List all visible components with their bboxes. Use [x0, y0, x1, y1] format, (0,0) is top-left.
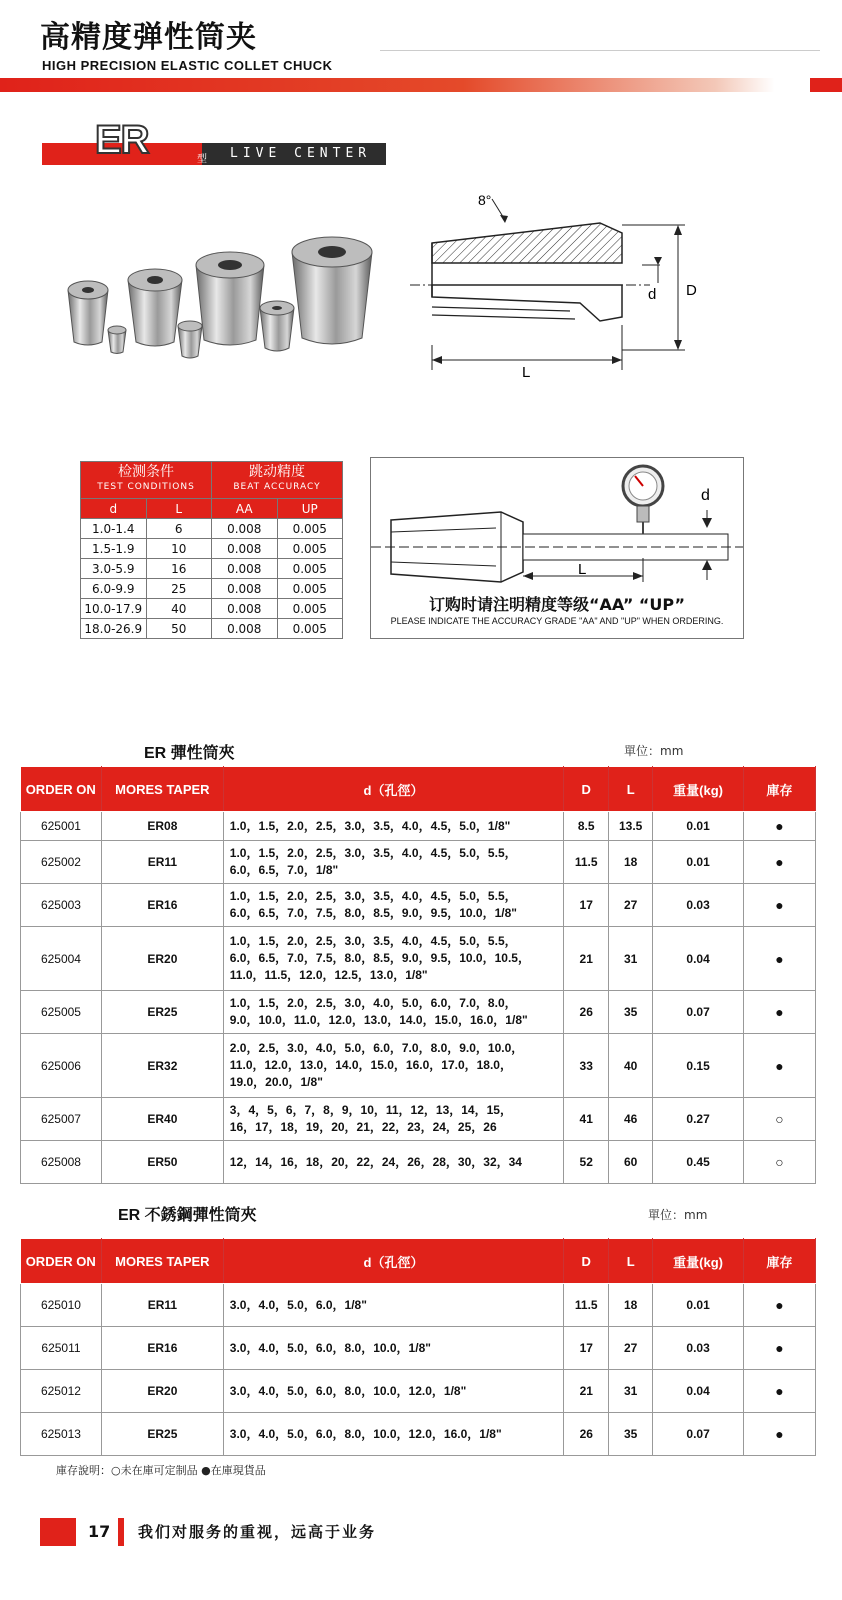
test-cell: 6.0-9.9	[81, 579, 147, 599]
order-number: 625004	[21, 927, 102, 991]
col-header: MORES TAPER	[101, 767, 223, 812]
bore-sizes	[223, 884, 563, 927]
bore-size-line: 3.0，4.0，5.0，6.0，8.0，10.0，12.0，1/8"	[229, 1383, 467, 1398]
bore-size-line: 19.0，20.0，1/8"	[229, 1075, 323, 1089]
test-cell: 6	[146, 519, 212, 539]
outer-diameter: 26	[564, 991, 609, 1034]
angle-label: 8°	[478, 192, 492, 208]
test-cell: 50	[146, 619, 212, 639]
test-cell: 0.005	[277, 619, 343, 639]
table-row	[21, 927, 816, 991]
stock-indicator: ●	[744, 1327, 816, 1370]
weight: 0.45	[653, 1141, 744, 1184]
col-header: D	[564, 767, 609, 812]
table-row	[21, 1413, 816, 1456]
col-header: D	[564, 1239, 609, 1284]
weight: 0.04	[653, 927, 744, 991]
weight: 0.27	[653, 1098, 744, 1141]
test-cell: 0.008	[212, 619, 278, 639]
col-header: MORES TAPER	[101, 1239, 223, 1284]
col-header: ORDER ON	[21, 767, 102, 812]
order-note-en: PLEASE INDICATE THE ACCURACY GRADE "AA" AND "UP" WHEN ORDERING.	[390, 616, 724, 626]
taper-model: ER11	[101, 1284, 223, 1327]
bore-size-line: 9.0，10.0，11.0，12.0，13.0，14.0，15.0，16.0，1/8"	[229, 1013, 528, 1027]
page-subtitle: HIGH PRECISION ELASTIC COLLET CHUCK	[42, 58, 333, 73]
bore-sizes	[223, 1327, 563, 1370]
test-cell: 0.008	[212, 599, 278, 619]
bore-sizes	[223, 1284, 563, 1327]
bore-size-line: 1.0，1.5，2.0，2.5，3.0，3.5，4.0，4.5，5.0，5.5，	[229, 889, 517, 903]
test-conditions-header: 检测条件 TEST CONDITIONS	[81, 462, 212, 499]
test-conditions-table	[80, 461, 343, 639]
table-header-row	[21, 767, 816, 812]
collet-2	[108, 326, 126, 354]
order-number: 625012	[21, 1370, 102, 1413]
test-row	[81, 559, 343, 579]
page-title: 高精度弹性筒夹	[40, 20, 257, 55]
order-number: 625011	[21, 1327, 102, 1370]
bore-size-line: 1.0，1.5，2.0，2.5，3.0，4.0，5.0，6.0，7.0，8.0，	[229, 996, 517, 1010]
test-cell: 0.005	[277, 579, 343, 599]
weight: 0.01	[653, 1284, 744, 1327]
weight: 0.07	[653, 1413, 744, 1456]
er-collet-table	[20, 766, 816, 1184]
bore-sizes	[223, 927, 563, 991]
table-row	[21, 841, 816, 884]
test-cell: 3.0-5.9	[81, 559, 147, 579]
col-header: 庫存	[744, 1239, 816, 1284]
section1-title: ER 彈性筒夾	[144, 745, 235, 762]
bore-size-line: 11.0，11.5，12.0，12.5，13.0，1/8"	[229, 968, 428, 982]
test-cell: 0.005	[277, 559, 343, 579]
test-cell: 1.0-1.4	[81, 519, 147, 539]
test-cell: 0.005	[277, 539, 343, 559]
length: 13.5	[609, 812, 653, 841]
stock-indicator: ●	[744, 1370, 816, 1413]
table-row	[21, 1034, 816, 1098]
footer-divider	[118, 1518, 124, 1546]
stock-indicator: ●	[744, 841, 816, 884]
table-row	[21, 884, 816, 927]
bore-size-line: 11.0，12.0，13.0，14.0，15.0，16.0，17.0，18.0，	[229, 1058, 512, 1072]
er-stainless-collet-table	[20, 1238, 816, 1456]
taper-model: ER20	[101, 1370, 223, 1413]
test-cell: 1.5-1.9	[81, 539, 147, 559]
collet-4	[178, 321, 202, 358]
bore-size-line: 3.0，4.0，5.0，6.0，8.0，10.0，12.0，16.0，1/8"	[229, 1426, 502, 1441]
col-header: L	[609, 1239, 653, 1284]
section2-unit: 單位：mm	[648, 1208, 708, 1222]
order-number: 625005	[21, 991, 102, 1034]
table-row	[21, 1370, 816, 1413]
bore-size-line: 2.0，2.5，3.0，4.0，5.0，6.0，7.0，8.0，9.0，10.0，	[229, 1041, 524, 1055]
bore-size-line: 6.0，6.5，7.0，7.5，8.0，8.5，9.0，9.5，10.0，10.5，	[229, 951, 530, 965]
bore-size-line: 3，4，5，6，7，8，9，10，11，12，13，14，15，	[229, 1103, 512, 1117]
length: 40	[609, 1034, 653, 1098]
length: 18	[609, 1284, 653, 1327]
weight: 0.01	[653, 812, 744, 841]
stock-indicator: ●	[744, 1413, 816, 1456]
gauge-L-label: L	[578, 561, 587, 578]
col-header: d（孔徑）	[223, 1239, 563, 1284]
order-number: 625006	[21, 1034, 102, 1098]
test-cell: 0.005	[277, 519, 343, 539]
test-row	[81, 519, 343, 539]
length: 35	[609, 1413, 653, 1456]
taper-model: ER20	[101, 927, 223, 991]
test-cell: 0.008	[212, 519, 278, 539]
test-cell: 16	[146, 559, 212, 579]
taper-model: ER40	[101, 1098, 223, 1141]
test-row	[81, 539, 343, 559]
outer-diameter: 11.5	[564, 841, 609, 884]
length: 31	[609, 927, 653, 991]
collet-5	[196, 252, 264, 345]
taper-model: ER50	[101, 1141, 223, 1184]
weight: 0.04	[653, 1370, 744, 1413]
test-row	[81, 619, 343, 639]
bore-sizes	[223, 1413, 563, 1456]
runout-test-diagram	[370, 457, 744, 639]
col-header: L	[609, 767, 653, 812]
test-cell: 0.008	[212, 579, 278, 599]
outer-diameter: 17	[564, 1327, 609, 1370]
section2-title: ER 不銹鋼彈性筒夾	[118, 1207, 257, 1224]
bore-size-line: 3.0，4.0，5.0，6.0，1/8"	[229, 1297, 367, 1312]
bore-size-line: 12，14，16，18，20，22，24，26，28，30，32，34	[229, 1154, 522, 1169]
dim-L-label: L	[522, 364, 531, 381]
col-header: ORDER ON	[21, 1239, 102, 1284]
bore-sizes	[223, 991, 563, 1034]
beat-accuracy-header: 跳动精度 BEAT ACCURACY	[212, 462, 343, 499]
footer-slogan: 我们对服务的重视，远高于业务	[138, 1523, 377, 1541]
stock-indicator: ●	[744, 991, 816, 1034]
gauge-d-label: d	[701, 487, 710, 504]
test-cell: 0.005	[277, 599, 343, 619]
length: 60	[609, 1141, 653, 1184]
taper-model: ER25	[101, 1413, 223, 1456]
order-number: 625007	[21, 1098, 102, 1141]
length: 18	[609, 841, 653, 884]
table-header-row	[21, 1239, 816, 1284]
table-row	[21, 812, 816, 841]
table-row	[21, 1141, 816, 1184]
weight: 0.07	[653, 991, 744, 1034]
er-logo-text: ER	[95, 118, 149, 162]
header-red-bar-end	[810, 78, 842, 92]
stock-note: 庫存說明：○未在庫可定制品 ●在庫現貨品	[56, 1464, 266, 1477]
dim-D-label: D	[686, 282, 697, 299]
order-number: 625002	[21, 841, 102, 884]
test-cell: 25	[146, 579, 212, 599]
table-row	[21, 1098, 816, 1141]
col-header: 重量(kg)	[653, 1239, 744, 1284]
taper-model: ER08	[101, 812, 223, 841]
outer-diameter: 21	[564, 1370, 609, 1413]
test-cell: 18.0-26.9	[81, 619, 147, 639]
taper-model: ER25	[101, 991, 223, 1034]
outer-diameter: 8.5	[564, 812, 609, 841]
col-header: d（孔徑）	[223, 767, 563, 812]
section1-unit: 單位：mm	[624, 744, 684, 758]
collet-1	[68, 281, 108, 345]
outer-diameter: 21	[564, 927, 609, 991]
table-row	[21, 1284, 816, 1327]
collet-6	[260, 301, 294, 351]
collet-dimension-drawing	[410, 185, 720, 385]
bore-size-line: 16，17，18，19，20，21，22，23，24，25，26	[229, 1120, 497, 1134]
header-red-bar	[0, 78, 842, 92]
outer-diameter: 26	[564, 1413, 609, 1456]
test-row	[81, 599, 343, 619]
collet-3	[128, 269, 182, 346]
weight: 0.03	[653, 884, 744, 927]
weight: 0.01	[653, 841, 744, 884]
weight: 0.03	[653, 1327, 744, 1370]
bore-sizes	[223, 1370, 563, 1413]
order-note-cn: 订购时请注明精度等级“AA” “UP”	[429, 595, 685, 614]
test-cell: 10	[146, 539, 212, 559]
test-row	[81, 579, 343, 599]
test-cell: 40	[146, 599, 212, 619]
col-header: 重量(kg)	[653, 767, 744, 812]
length: 27	[609, 1327, 653, 1370]
bore-size-line: 6.0，6.5，7.0，1/8"	[229, 863, 339, 877]
stock-indicator: ○	[744, 1141, 816, 1184]
bore-sizes	[223, 841, 563, 884]
stock-indicator: ●	[744, 1284, 816, 1327]
footer-red-block	[40, 1518, 76, 1546]
er-type-char: 型	[197, 154, 207, 165]
length: 35	[609, 991, 653, 1034]
header-divider	[380, 50, 820, 51]
bore-size-line: 6.0，6.5，7.0，7.5，8.0，8.5，9.0，9.5，10.0，1/8"	[229, 906, 517, 920]
collet-section-top	[432, 223, 622, 263]
stock-indicator: ●	[744, 884, 816, 927]
stock-indicator: ●	[744, 927, 816, 991]
bore-sizes	[223, 1034, 563, 1098]
test-cell: 0.008	[212, 559, 278, 579]
table-row	[21, 1327, 816, 1370]
taper-model: ER11	[101, 841, 223, 884]
bore-size-line: 1.0，1.5，2.0，2.5，3.0，3.5，4.0，4.5，5.0，1/8"	[229, 818, 511, 833]
outer-diameter: 33	[564, 1034, 609, 1098]
stock-indicator: ○	[744, 1098, 816, 1141]
collets-photo	[60, 230, 390, 370]
length: 27	[609, 884, 653, 927]
outer-diameter: 52	[564, 1141, 609, 1184]
order-number: 625013	[21, 1413, 102, 1456]
bore-size-line: 3.0，4.0，5.0，6.0，8.0，10.0，1/8"	[229, 1340, 431, 1355]
collet-7	[292, 237, 372, 344]
live-center-banner: LIVE CENTER	[202, 143, 386, 165]
order-number: 625003	[21, 884, 102, 927]
outer-diameter: 41	[564, 1098, 609, 1141]
bore-sizes	[223, 1141, 563, 1184]
stock-indicator: ●	[744, 1034, 816, 1098]
order-number: 625010	[21, 1284, 102, 1327]
taper-model: ER16	[101, 1327, 223, 1370]
length: 46	[609, 1098, 653, 1141]
test-cell: 0.008	[212, 539, 278, 559]
taper-model: ER32	[101, 1034, 223, 1098]
col-header: 庫存	[744, 767, 816, 812]
test-cell: 10.0-17.9	[81, 599, 147, 619]
outer-diameter: 11.5	[564, 1284, 609, 1327]
taper-model: ER16	[101, 884, 223, 927]
page-number: 17	[88, 1522, 111, 1541]
bore-sizes	[223, 1098, 563, 1141]
bore-sizes	[223, 812, 563, 841]
order-number: 625001	[21, 812, 102, 841]
dim-d-label: d	[648, 286, 657, 303]
bore-size-line: 1.0，1.5，2.0，2.5，3.0，3.5，4.0，4.5，5.0，5.5，	[229, 934, 517, 948]
table-row	[21, 991, 816, 1034]
test-col-header-row: d L AA UP	[81, 499, 343, 519]
stock-indicator: ●	[744, 812, 816, 841]
weight: 0.15	[653, 1034, 744, 1098]
bore-size-line: 1.0，1.5，2.0，2.5，3.0，3.5，4.0，4.5，5.0，5.5，	[229, 846, 517, 860]
length: 31	[609, 1370, 653, 1413]
outer-diameter: 17	[564, 884, 609, 927]
order-number: 625008	[21, 1141, 102, 1184]
